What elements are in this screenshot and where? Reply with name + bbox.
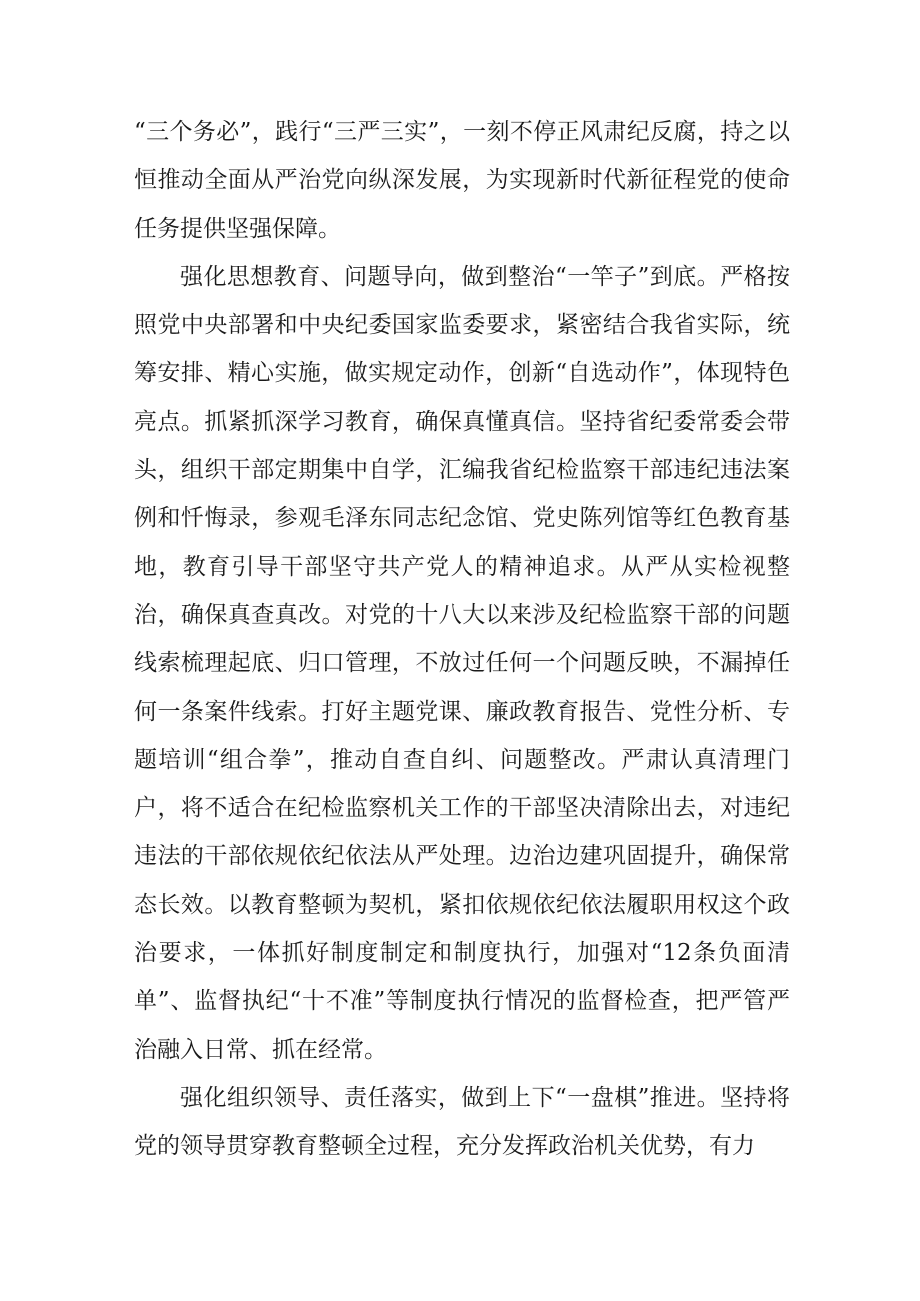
paragraph-1: “三个务必”，践行“三严三实”，一刻不停正风肃纪反腐，持之以恒推动全面从严治党向纵深发展，为实现新时代新征程党的使命任务提供坚强保障。	[134, 119, 790, 242]
paragraph-2: 强化思想教育、问题导向，做到整治“一竿子”到底。严格按照党中央部署和中央纪委国家监委要求，紧密结合我省实际，统筹安排、精心实施，做实规定动作，创新“自选动作”，体现特色亮点。抓紧抓深学习教育，确保真懂真信。坚持省纪委常委会带头，组织干部定期集中自学，汇编我省纪检监察干部违纪违法案例和忏悔录，参观毛泽东同志纪念馆、党史陈列馆等红色教育基地，教育引导干部坚守共产党人的精神追求。从严从实检视整治，确保真查真改。对党的十八大以来涉及纪检监察干部的问题线索梳理起底、归口管理，不放过任何一个问题反映，不漏掉任何一条案件线索。打好主题党课、廉政教育报告、党性分析、专题培训“组合拳”，推动自查自纠、问题整改。严肃认真清理门户，将不适合在纪检监察机关工作的干部坚决清除出去，对违纪违法的干部依规依纪依法从严处理。边治边建巩固提升，确保常态长效。以教育整顿为契机，紧扣依规依纪依法履职用权这个政治要求，一体抓好制度制定和制度执行，加强对“12条负面清单”、监督执纪“十不准”等制度执行情况的监督检查，把严管严治融入日常、抓在经常。	[134, 263, 790, 1063]
paragraph-3: 强化组织领导、责任落实，做到上下“一盘棋”推进。坚持将党的领导贯穿教育整顿全过程，充分发挥政治机关优势，有力	[134, 1084, 790, 1160]
document-body	[134, 108, 790, 1171]
